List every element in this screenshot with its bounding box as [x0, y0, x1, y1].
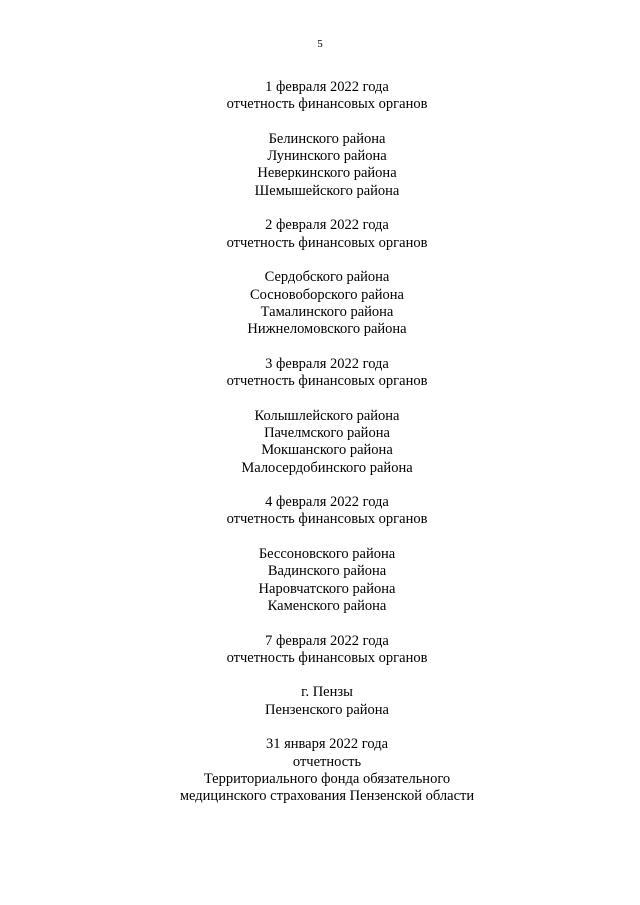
entity-item: Шемышейского района [254, 182, 400, 199]
entity-list [0, 684, 640, 719]
schedule-date: 1 февраля 2022 года [265, 79, 389, 95]
entity-item: Сосновоборского района [250, 286, 404, 303]
schedule-date-block [0, 217, 640, 252]
schedule-subject: отчетность финансовых органов [226, 511, 428, 528]
entity-item: Наровчатского района [258, 580, 396, 597]
schedule-subject: отчетность финансовых органов [226, 234, 428, 251]
entity-item: Колышлейского района [254, 407, 400, 424]
schedule-date-block [0, 356, 640, 391]
entity-item: Пачелмского района [264, 424, 390, 441]
entity-list [0, 546, 640, 615]
entity-item: Пензенского района [265, 701, 389, 718]
entity-list [0, 131, 640, 200]
schedule-subject: отчетность финансовых органов [226, 649, 428, 666]
entity-item: Сердобского района [264, 269, 390, 286]
entity-item: Тамалинского района [260, 303, 394, 320]
entity-item: Вадинского района [267, 563, 387, 580]
schedule-subject: отчетность финансовых органов [226, 373, 428, 390]
entity-list [0, 408, 640, 477]
entity-item: Каменского района [267, 597, 387, 614]
final-line: медицинского страхования Пензенской области [179, 788, 475, 805]
schedule-date: 4 февраля 2022 года [265, 494, 389, 511]
final-line: Территориального фонда обязательного [203, 770, 451, 787]
final-block [0, 736, 640, 805]
schedule-date-block [0, 79, 640, 114]
page-number: 5 [317, 38, 323, 50]
entity-item: Лунинского района [267, 148, 387, 165]
schedule-date: 2 февраля 2022 года [265, 217, 389, 234]
entity-item: Белинского района [268, 130, 386, 147]
entity-item: Бессоновского района [258, 546, 396, 563]
entity-item: г. Пензы [301, 684, 353, 701]
schedule-date: 7 февраля 2022 года [265, 632, 389, 649]
entity-list [0, 269, 640, 338]
entity-item: Неверкинского района [257, 165, 397, 182]
schedule-date-block [0, 633, 640, 668]
schedule-date-block [0, 494, 640, 529]
schedule-date: 3 февраля 2022 года [265, 355, 389, 372]
schedule-subject: отчетность финансовых органов [226, 96, 428, 113]
entity-item: Мокшанского района [261, 442, 393, 459]
final-date: 31 января 2022 года [265, 736, 389, 753]
final-line: отчетность [292, 753, 362, 770]
entity-item: Малосердобинского района [241, 459, 413, 476]
document-body [0, 79, 640, 823]
entity-item: Нижнеломовского района [247, 321, 407, 338]
